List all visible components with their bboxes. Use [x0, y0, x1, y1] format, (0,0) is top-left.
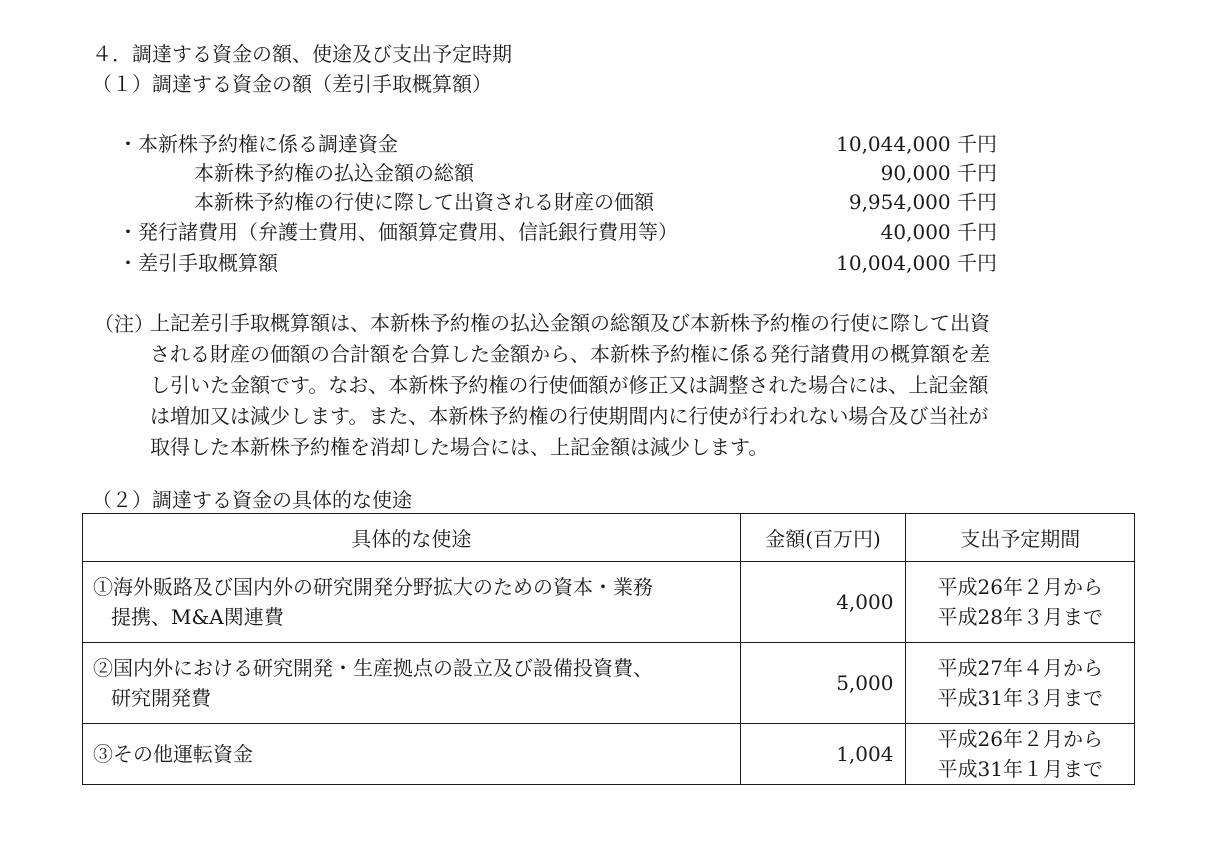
use-text: 提携、M&A関連費 — [111, 605, 284, 629]
table-row — [83, 724, 1135, 785]
fund-amount: 10,044,000 千円 — [836, 132, 997, 156]
period-end: 平成28年３月まで — [937, 605, 1103, 629]
fund-label: ・本新株予約権に係る調達資金 — [118, 132, 398, 156]
note-body — [150, 308, 1115, 463]
use-cell — [83, 724, 741, 785]
period-end: 平成31年３月まで — [937, 686, 1103, 710]
use-text: ②国内外における研究開発・生産拠点の設立及び設備投資費、 — [93, 656, 653, 680]
fund-amount: 90,000 千円 — [880, 161, 997, 185]
period-cell — [906, 562, 1135, 643]
fund-amount: 9,954,000 千円 — [848, 190, 997, 214]
period-cell — [906, 643, 1135, 724]
use-cell — [83, 562, 741, 643]
note-line: 上記差引手取概算額は、本新株予約権の払込金額の総額及び本新株予約権の行使に際して出資 — [150, 311, 990, 335]
section-heading: ４．調達する資金の額、使途及び支出予定時期 — [92, 42, 512, 66]
amount-cell: 1,004 — [740, 724, 906, 785]
fund-row-issuance-costs — [0, 216, 1217, 246]
uses-table — [82, 513, 1135, 785]
period-start: 平成26年２月から — [937, 727, 1103, 751]
note-label: （注） — [94, 312, 154, 336]
period-start: 平成26年２月から — [937, 575, 1103, 599]
note-line: し引いた金額です。なお、本新株予約権の行使価額が修正又は調整された場合には、上記金額 — [150, 373, 989, 397]
fund-row-net-proceeds — [0, 247, 1217, 277]
use-cell — [83, 643, 741, 724]
amount-cell: 4,000 — [740, 562, 906, 643]
fund-amount: 40,000 千円 — [880, 220, 997, 244]
note-line: される財産の価額の合計額を合算した金額から、本新株予約権に係る発行諸費用の概算額を差 — [150, 342, 990, 366]
period-start: 平成27年４月から — [937, 656, 1103, 680]
fund-amount: 10,004,000 千円 — [836, 251, 997, 275]
use-text: ①海外販路及び国内外の研究開発分野拡大のための資本・業務 — [93, 575, 653, 599]
column-header-use: 具体的な使途 — [83, 514, 741, 562]
table-row — [83, 643, 1135, 724]
fund-label: ・差引手取概算額 — [118, 251, 278, 275]
note-line: は増加又は減少します。また、本新株予約権の行使期間内に行使が行われない場合及び当社が — [150, 404, 989, 428]
fund-row-exercise-value — [0, 186, 1217, 216]
fund-label: 本新株予約権の行使に際して出資される財産の価額 — [194, 190, 654, 214]
fund-row-total-raised — [0, 128, 1217, 158]
note-line: 取得した本新株予約権を消却した場合には、上記金額は減少します。 — [150, 435, 769, 459]
period-cell — [906, 724, 1135, 785]
subsection-title-amount: （１）調達する資金の額（差引手取概算額） — [92, 72, 492, 96]
use-text: 研究開発費 — [111, 686, 211, 710]
fund-label: 本新株予約権の払込金額の総額 — [194, 161, 474, 185]
column-header-period: 支出予定期間 — [906, 514, 1135, 562]
fund-row-payment-total — [0, 157, 1217, 187]
subsection-title-uses: （２）調達する資金の具体的な使途 — [92, 488, 412, 512]
table-header-row — [83, 514, 1135, 562]
column-header-amount: 金額(百万円) — [740, 514, 906, 562]
fund-label: ・発行諸費用（弁護士費用、価額算定費用、信託銀行費用等） — [118, 220, 678, 244]
amount-cell: 5,000 — [740, 643, 906, 724]
table-row — [83, 562, 1135, 643]
period-end: 平成31年１月まで — [937, 757, 1103, 781]
use-text: ③その他運転資金 — [93, 742, 253, 766]
